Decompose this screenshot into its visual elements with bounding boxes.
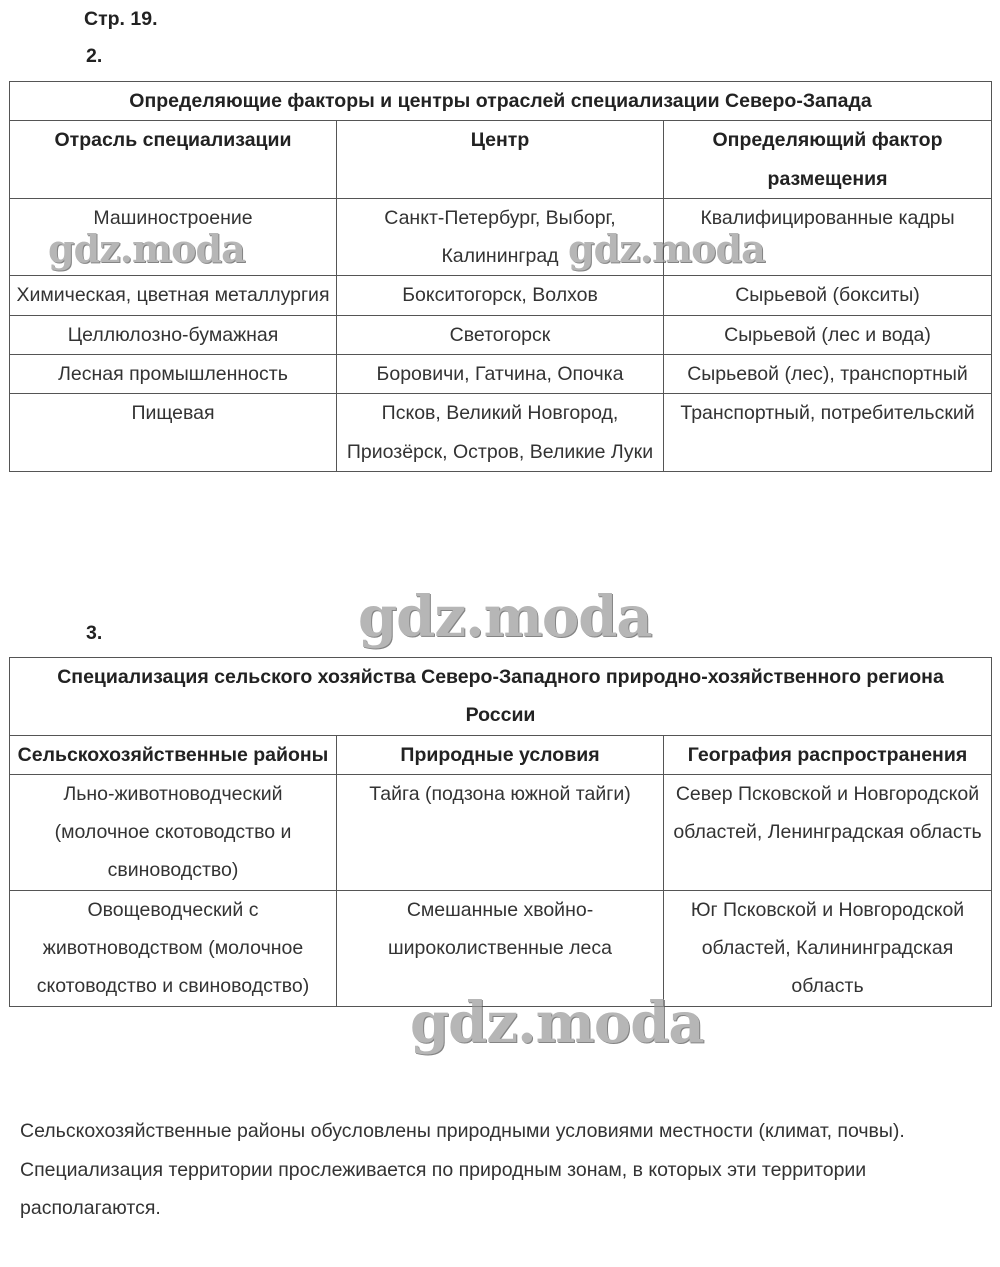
table-row: [10, 890, 992, 1006]
table-row: [10, 276, 992, 315]
table-cell: Машиностроение: [10, 198, 337, 276]
table-row: [10, 394, 992, 472]
table-header-row: [10, 735, 992, 774]
table-cell: Санкт-Петербург, Выборг, Калининград: [337, 198, 664, 276]
table-cell: Тайга (подзона южной тайги): [337, 774, 664, 890]
task-2-label: 2.: [86, 45, 103, 67]
conclusion-text: Сельскохозяйственные районы обусловлены природными условиями местности (климат, почвы). Специализация территории прослеживается по природным зонам, в которых эти территории располагаются.: [20, 1120, 905, 1219]
table-cell: Бокситогорск, Волхов: [337, 276, 664, 315]
table-cell: Пищевая: [10, 394, 337, 472]
table-cell: Транспортный, потребительский: [664, 394, 992, 472]
column-header: Сельскохозяйственные районы: [10, 735, 337, 774]
table-cell: Сырьевой (бокситы): [664, 276, 992, 315]
table-title: Специализация сельского хозяйства Северо-Западного природно-хозяйственного региона России: [10, 658, 992, 736]
table-cell: Овощеводческий с животноводством (молочное скотоводство и свиноводство): [10, 890, 337, 1006]
watermark: gdz.moda: [48, 226, 245, 271]
table-cell: Химическая, цветная металлургия: [10, 276, 337, 315]
table-cell: Льно-животноводческий (молочное скотоводство и свиноводство): [10, 774, 337, 890]
column-header: Природные условия: [337, 735, 664, 774]
table-cell: Боровичи, Гатчина, Опочка: [337, 355, 664, 394]
table-row: [10, 315, 992, 354]
table-cell: Целлюлозно-бумажная: [10, 315, 337, 354]
table-cell: Юг Псковской и Новгородской областей, Калининградская область: [664, 890, 992, 1006]
page-label: Стр. 19.: [84, 8, 158, 30]
column-header: Отрасль специализации: [10, 121, 337, 199]
watermark: gdz.moda: [410, 990, 704, 1056]
task-3-label: 3.: [86, 622, 103, 644]
table-cell: Квалифицированные кадры: [664, 198, 992, 276]
column-header: Центр: [337, 121, 664, 199]
table-cell: Сырьевой (лес), транспортный: [664, 355, 992, 394]
column-header: Определяющий фактор размещения: [664, 121, 992, 199]
specialization-factors-table: [9, 81, 992, 472]
table-cell: Псков, Великий Новгород, Приозёрск, Остров, Великие Луки: [337, 394, 664, 472]
table-title-row: [10, 658, 992, 736]
column-header: География распространения: [664, 735, 992, 774]
agriculture-specialization-table: [9, 657, 992, 1007]
table-cell: Сырьевой (лес и вода): [664, 315, 992, 354]
table-cell: Лесная промышленность: [10, 355, 337, 394]
watermark: gdz.moda: [358, 584, 652, 650]
table-cell: Смешанные хвойно-широколиственные леса: [337, 890, 664, 1006]
watermark: gdz.moda: [568, 226, 765, 271]
table-title-row: [10, 82, 992, 121]
table-cell: Светогорск: [337, 315, 664, 354]
table-row: [10, 355, 992, 394]
table-title: Определяющие факторы и центры отраслей специализации Северо-Запада: [10, 82, 992, 121]
table-header-row: [10, 121, 992, 199]
table-row: [10, 774, 992, 890]
table-cell: Север Псковской и Новгородской областей, Ленинградская область: [664, 774, 992, 890]
